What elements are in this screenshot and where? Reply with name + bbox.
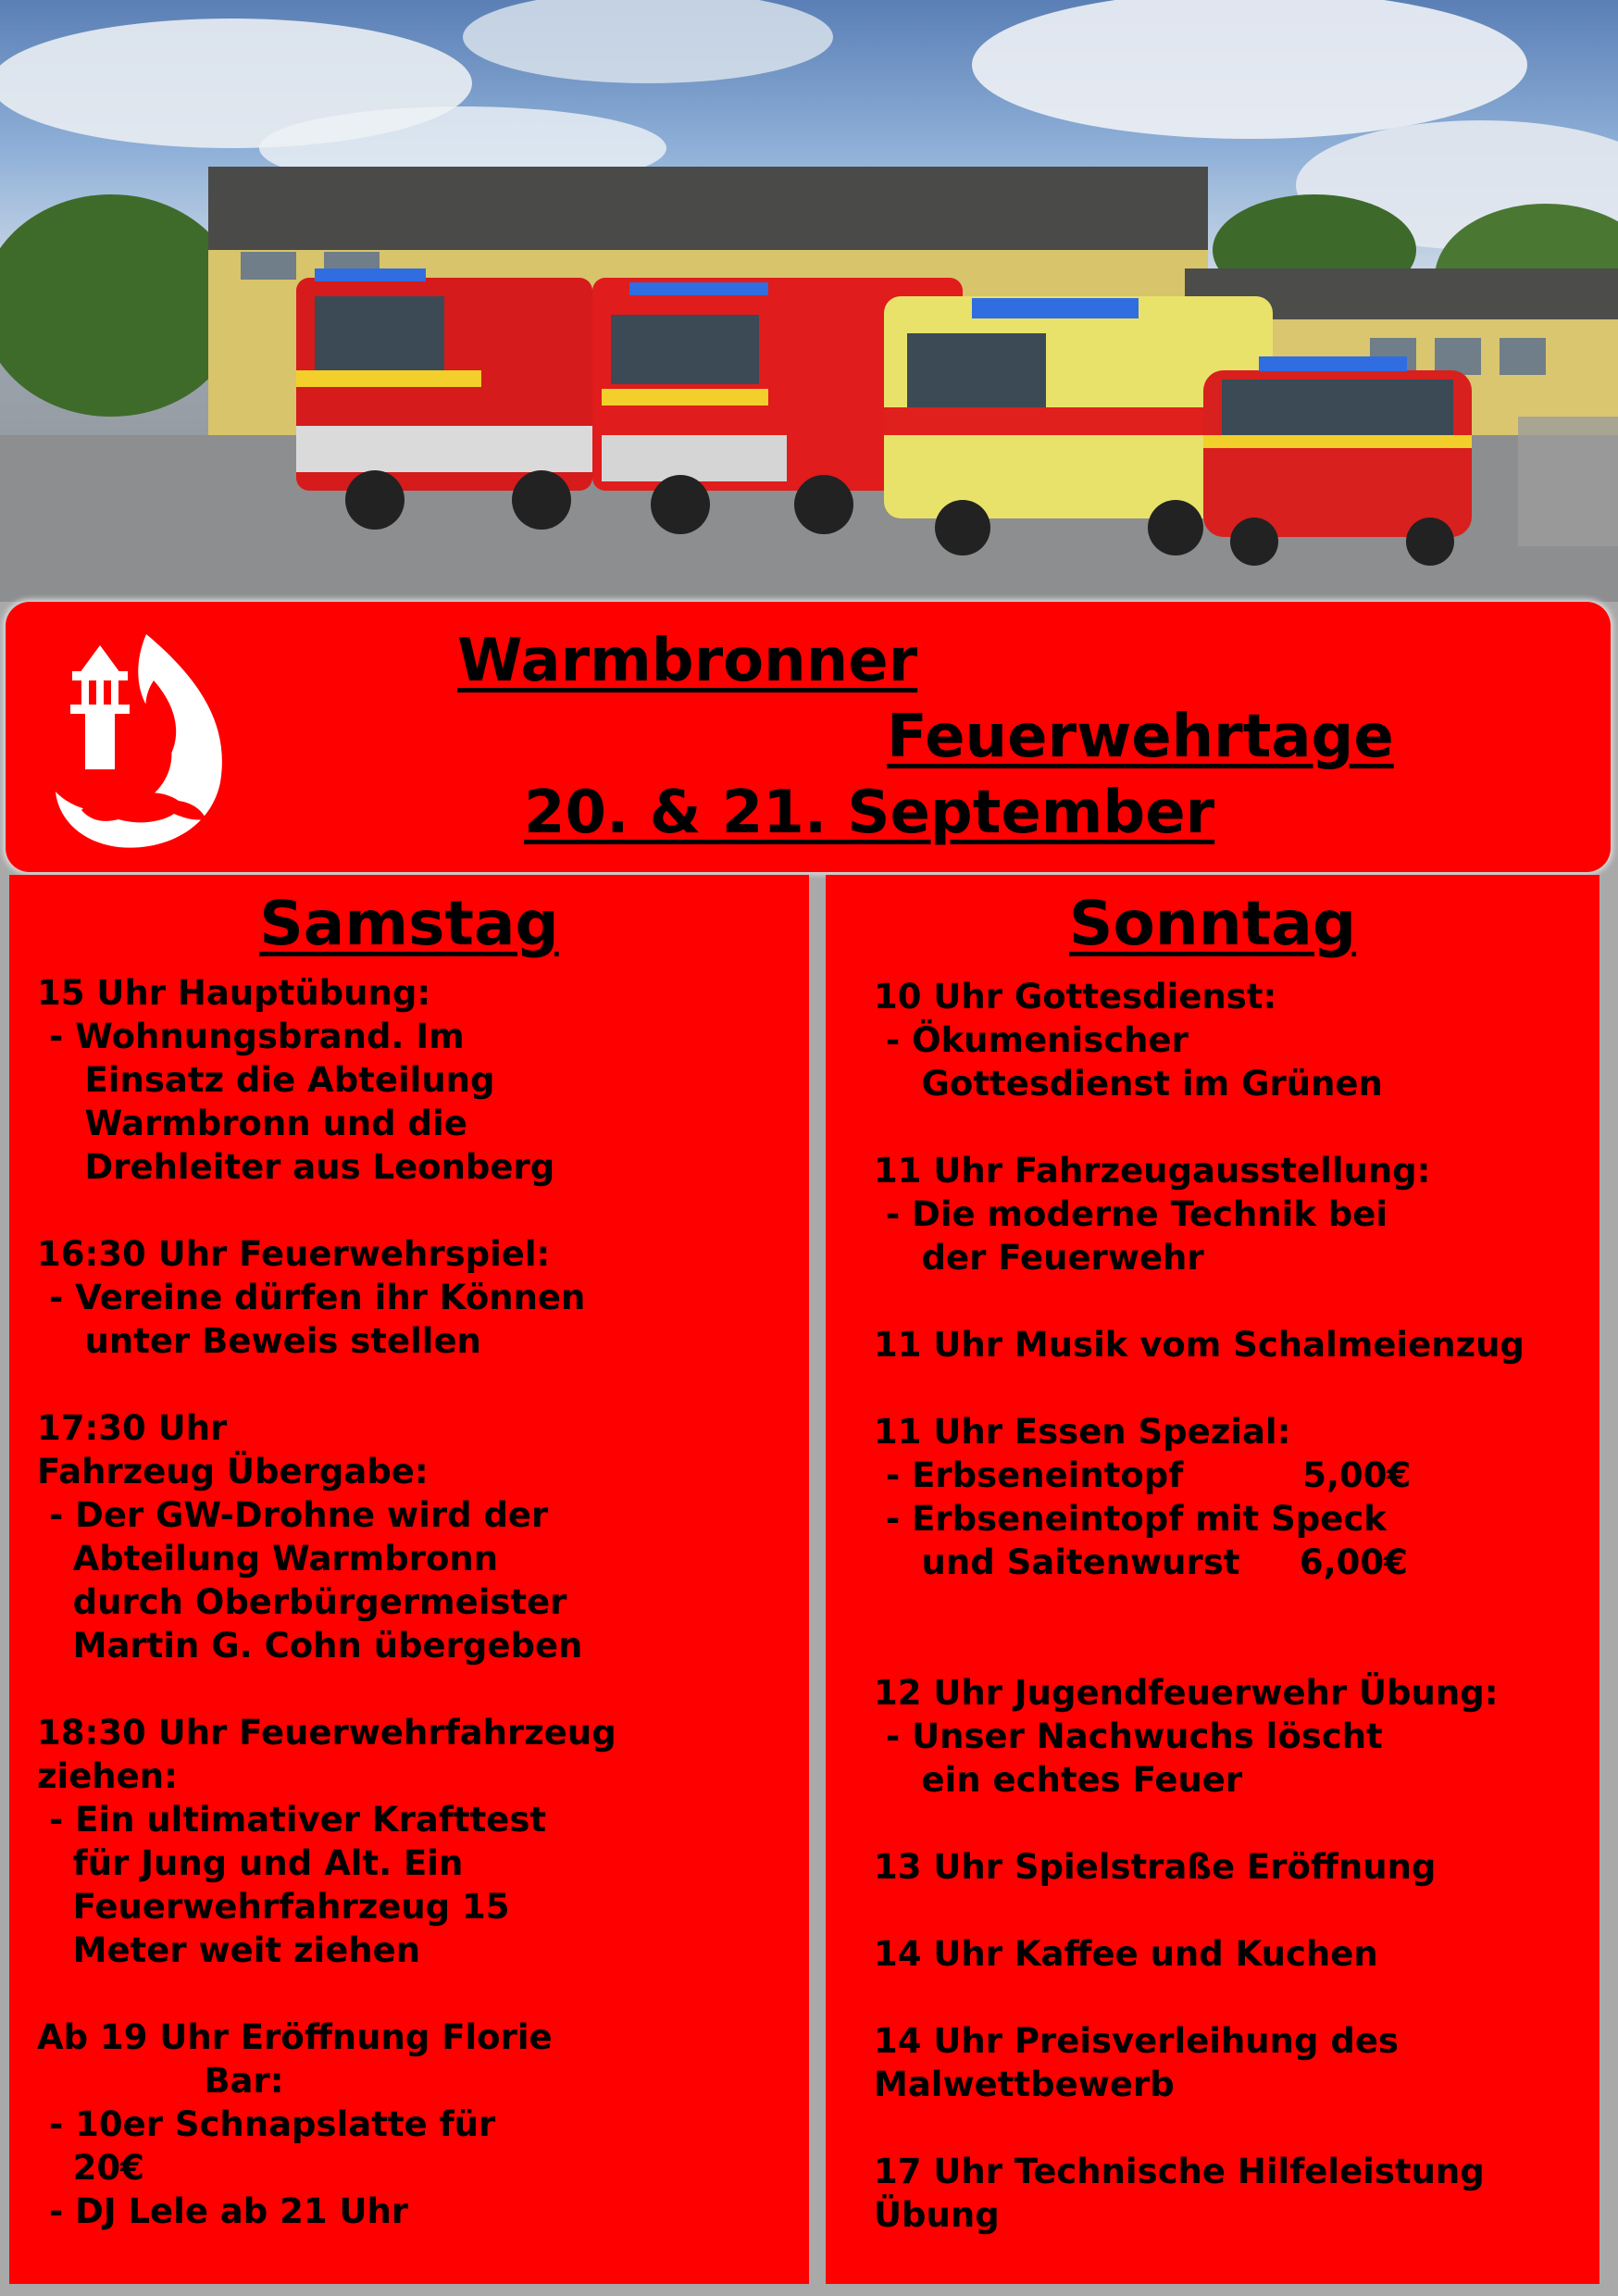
- program-item: [37, 1406, 800, 1667]
- program-item: [37, 1232, 800, 1363]
- program-detail: Malwettbewerb: [874, 2065, 1175, 2104]
- program-time: 13 Uhr Spielstraße Eröffnung: [874, 1847, 1437, 1887]
- program-detail: Abteilung Warmbronn: [37, 1539, 499, 1578]
- program-detail: ziehen:: [37, 1756, 178, 1796]
- program-detail: Gottesdienst im Grünen: [874, 1064, 1383, 1104]
- program-time: 11 Uhr Musik vom Schalmeienzug: [874, 1325, 1525, 1365]
- program-item: [874, 2019, 1590, 2106]
- program-time: 10 Uhr Gottesdienst:: [874, 977, 1277, 1017]
- saturday-column: [9, 875, 809, 2284]
- title-line-2: Feuerwehrtage: [887, 703, 1394, 771]
- fire-station-photo: [0, 0, 1618, 602]
- program-detail: - Unser Nachwuchs löscht: [874, 1716, 1383, 1756]
- program-item: [874, 1410, 1590, 1584]
- program-detail: - Erbseneintopf mit Speck: [874, 1499, 1387, 1539]
- program-time: Ab 19 Uhr Eröffnung Florie: [37, 2017, 553, 2057]
- program-time: 15 Uhr Hauptübung:: [37, 973, 431, 1013]
- program-detail: - Ein ultimativer Krafttest: [37, 1800, 547, 1840]
- program-detail: - Vereine dürfen ihr Können: [37, 1278, 586, 1317]
- program-detail: - DJ Lele ab 21 Uhr: [37, 2191, 409, 2231]
- program-detail: und Saitenwurst 6,00€: [874, 1542, 1408, 1582]
- sunday-program: [874, 975, 1590, 2280]
- program-detail: 20€: [37, 2148, 144, 2188]
- program-detail: - Wohnungsbrand. Im: [37, 1017, 465, 1056]
- program-item: [874, 975, 1590, 1105]
- program-detail: der Feuerwehr: [874, 1238, 1204, 1278]
- sunday-heading: Sonntag: [1068, 888, 1357, 959]
- program-detail: unter Beweis stellen: [37, 1321, 481, 1361]
- header-photo: [0, 0, 1618, 602]
- program-detail: - Ökumenischer: [874, 1020, 1189, 1060]
- program-detail: Übung: [874, 2195, 1000, 2235]
- program-item: [874, 1845, 1590, 1889]
- program-time: 18:30 Uhr Feuerwehrfahrzeug: [37, 1713, 616, 1753]
- program-detail: - 10er Schnapslatte für: [37, 2104, 496, 2144]
- program-time: 14 Uhr Kaffee und Kuchen: [874, 1934, 1378, 1974]
- fire-department-logo: [44, 625, 248, 856]
- program-item: [37, 971, 800, 1189]
- program-time: 14 Uhr Preisverleihung des: [874, 2021, 1399, 2061]
- program-detail: Martin G. Cohn übergeben: [37, 1626, 583, 1666]
- program-detail: für Jung und Alt. Ein: [37, 1843, 464, 1883]
- program-time: 11 Uhr Fahrzeugausstellung:: [874, 1151, 1431, 1191]
- program-item: [874, 1932, 1590, 1976]
- program-detail: Meter weit ziehen: [37, 1930, 421, 1970]
- program-item: [874, 1149, 1590, 1279]
- program-time: 11 Uhr Essen Spezial:: [874, 1412, 1291, 1452]
- program-time: 17 Uhr Technische Hilfeleistung: [874, 2152, 1485, 2191]
- program-detail: Warmbronn und die: [37, 1104, 467, 1143]
- program-detail: Drehleiter aus Leonberg: [37, 1147, 555, 1187]
- program-detail: - Die moderne Technik bei: [874, 1194, 1388, 1234]
- program-item: [37, 2015, 800, 2233]
- program-item: [874, 2150, 1590, 2237]
- saturday-program: [37, 971, 800, 2277]
- program-item: [874, 1671, 1590, 1802]
- program-detail: - Erbseneintopf 5,00€: [874, 1455, 1412, 1495]
- program-item: [37, 1711, 800, 1972]
- program-item: [874, 1323, 1590, 1366]
- program-detail: - Der GW-Drohne wird der: [37, 1495, 549, 1535]
- program-time: 12 Uhr Jugendfeuerwehr Übung:: [874, 1673, 1499, 1713]
- event-date: 20. & 21. September: [524, 779, 1215, 847]
- program-time: 17:30 Uhr: [37, 1408, 228, 1448]
- event-header: [6, 602, 1611, 872]
- sunday-column: [826, 875, 1599, 2284]
- program-detail: Fahrzeug Übergabe:: [37, 1452, 429, 1491]
- program-detail: Einsatz die Abteilung: [37, 1060, 495, 1100]
- program-detail: Bar:: [37, 2061, 284, 2101]
- title-line-1: Warmbronner: [457, 627, 918, 695]
- program-detail: ein echtes Feuer: [874, 1760, 1243, 1800]
- program-detail: Feuerwehrfahrzeug 15: [37, 1887, 510, 1927]
- program-time: 16:30 Uhr Feuerwehrspiel:: [37, 1234, 551, 1274]
- program-detail: durch Oberbürgermeister: [37, 1582, 567, 1622]
- saturday-heading: Samstag: [259, 888, 559, 959]
